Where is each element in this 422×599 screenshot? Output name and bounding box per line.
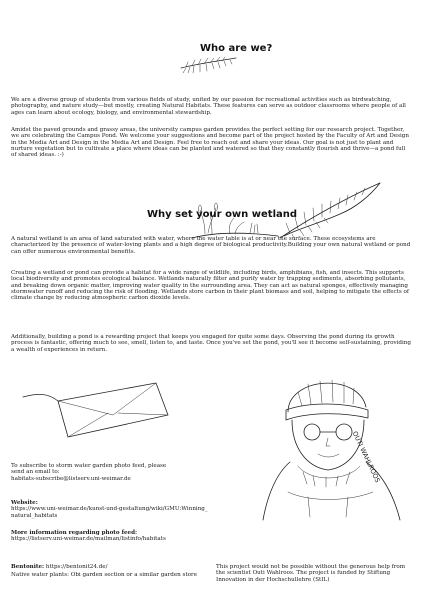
website-link[interactable]: https://www.uni-weimar.de/kunst-und-gestaltung/wiki/GMU:Winning_natural_habitats: [11, 506, 208, 519]
feather-drawing-1: [176, 54, 246, 76]
who-title: Who are we?: [200, 43, 273, 54]
bentonite-block: [11, 564, 211, 570]
subscribe-email-link[interactable]: habitats-subscribe@listserv.uni-weimar.de: [11, 475, 131, 482]
who-paragraph-1: We are a diverse group of students from various fields of study, united by our passion for recreational activities such as birdwatching, photography, and nature study—but mostly, creating Natural Habitats. These features can serve as outdoor classrooms where people of all ages can learn about ecology, biology, and environmental stewardship.: [11, 97, 406, 116]
portrait-drawing: [248, 352, 418, 522]
portrait-caption: OUTI WAHLROOS: [350, 430, 382, 484]
subscribe-block: [11, 463, 171, 482]
why-paragraph-2: Creating a wetland or pond can provide a habitat for a wide range of wildlife, including birds, amphibians, fish, and insects. This supports local biodiversity and promotes ecological balance. Wetlands naturally filter and purify water by trapping sediments, absorbing pollutants, and breaking down organic matter, improving water quality in the surrounding area. They can act as natural sponges, effectively managing stormwater runoff and reducing the risk of flooding. Wetlands store carbon in their plant biomass and soil, helping to mitigate the effects of climate change by reducing atmospheric carbon dioxide levels.: [11, 270, 409, 302]
plants-block: Native water plants: Obi garden section or a similar garden store: [11, 572, 198, 578]
more-info-block: [11, 530, 231, 543]
subscribe-text: To subscribe to storm water garden photo feed, please send an email to:: [11, 463, 167, 476]
envelope-drawing: [18, 375, 178, 450]
bentonite-link[interactable]: https://bentonit24.de/: [45, 564, 108, 570]
who-paragraph-2: Amidst the paved grounds and grassy areas, the university campus garden provides the perfect setting for our research project. Together, we are celebrating the Campus Pond. We welcome your suggestions and become part of the project hosted by the Faculty of Art and Design in the Media Art and Design in the Media Art and Design. Feel free to reach out and share your ideas. Our goal is not just to plant and nurture vegetation but to cultivate a place where ideas can be planted and watered so that they constantly flourish and thrive—a pond full of shared ideas. :-): [11, 127, 409, 159]
credits-block: This project would not be possible without the generous help from the scientist Outi Wahlroos. The project is funded by Stiftung Innovation in der Hochschullehre (StIL): [216, 564, 406, 583]
more-info-label: More information regarding photo feed:: [11, 530, 138, 536]
why-title: Why set your own wetland: [147, 209, 298, 220]
why-paragraph-1: A natural wetland is an area of land saturated with water, where the water table is at or near the surface. These ecosystems are characterized by the presence of water-loving plants and a high degree of biological productivity.Building your own natural wetland or pond can offer numerous environmental benefits.: [11, 236, 411, 255]
website-label: Website:: [11, 500, 38, 506]
why-paragraph-3: Additionally, building a pond is a rewarding project that keeps you engaged for quite some days. Observing the pond during its growth process is fantastic, offering much to see, smell, listen to, and taste. Once you've set the pond, you'll see it become self-sustaining, providing a wealth of experiences in return.: [11, 334, 411, 353]
website-block: [11, 500, 211, 519]
bentonite-label: Bentonite:: [11, 564, 45, 570]
more-info-link[interactable]: https://listserv.uni-weimar.de/mailman/listinfo/habitats: [11, 536, 166, 543]
